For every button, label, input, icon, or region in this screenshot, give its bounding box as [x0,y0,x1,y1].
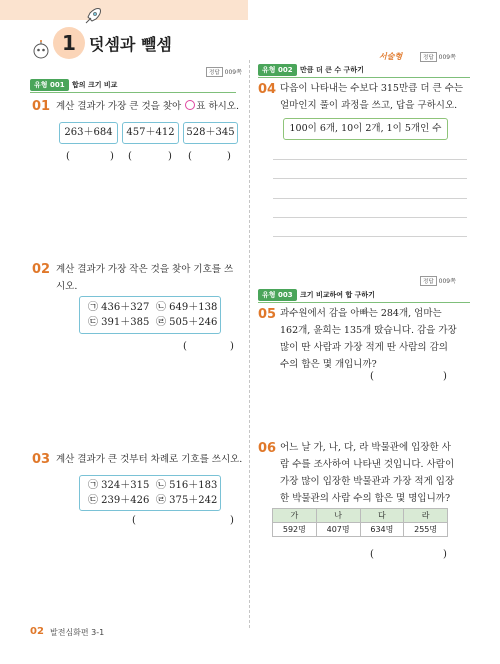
circle-symbol-icon [185,100,195,110]
book-title: 발전심화편 3-1 [50,628,105,637]
robot-icon [30,40,52,60]
page-reference: 정답 009쪽 [420,52,456,62]
choice-item: ㉢ 391＋385 [88,317,150,328]
chapter-title: 덧셈과 뺄셈 [89,35,172,54]
unit-tag: 유형 002 [258,64,297,76]
choice-item: ㉡ 516＋183 [156,480,218,491]
unit-title: 만큼 더 큰 수 구하기 [300,66,364,74]
chapter-number: 1 [53,27,85,59]
condition-box: 100이 6개, 10이 2개, 1이 5개인 수 [283,118,448,140]
rocket-icon [82,7,102,27]
page-reference: 정답 009쪽 [420,276,456,286]
answer-paren-close: ) [168,151,172,162]
table-header-cell: 다 [360,509,404,523]
choice-item: ㉣ 375＋242 [156,495,218,506]
question-text: 계산 결과가 가장 작은 것을 찾아 기호를 쓰 시오. [56,264,234,292]
answer-paren-open: ( [66,151,70,162]
answer-paren-close: ) [230,515,234,526]
choice-box [79,296,221,334]
choice-item: ㉠ 324＋315 [88,480,150,491]
table-cell: 592명 [273,523,317,537]
question-number: 06 [258,441,277,456]
answer-line [273,198,467,199]
table-cell: 255명 [404,523,448,537]
page-reference: 정답 009쪽 [206,67,242,77]
header-band [0,0,248,20]
choice-item: ㉣ 505＋246 [156,317,218,328]
answer-line [273,159,467,160]
answer-line [273,178,467,179]
answer-line [273,236,467,237]
choice-item: ㉢ 239＋426 [88,495,150,506]
table-header-row [273,509,448,523]
question-number: 04 [258,82,277,97]
answer-paren-close: ) [227,151,231,162]
answer-paren-open: ( [370,549,374,560]
unit-header-001 [30,79,236,93]
answer-paren-close: ) [110,151,114,162]
answer-paren-open: ( [188,151,192,162]
table-cell: 634명 [360,523,404,537]
table-header-cell: 가 [273,509,317,523]
answer-paren-open: ( [132,515,136,526]
table-cell: 407명 [316,523,360,537]
essay-badge: 서술형 [379,52,403,61]
question-text: 과수원에서 감을 아빠는 284개, 엄마는 162개, 윤희는 135개 땄습니다. 감을 가장 많이 딴 사람과 가장 적게 딴 사람의 감의 수의 합은 몇 개입니까? [280,308,457,370]
table-header-cell: 라 [404,509,448,523]
question-number: 03 [32,452,51,467]
question-number: 02 [32,262,51,277]
answer-paren-close: ) [443,549,447,560]
unit-header-003 [258,289,470,303]
table-header-cell: 나 [316,509,360,523]
question-text: 계산 결과가 큰 것부터 차례로 기호를 쓰시오. [56,454,243,465]
answer-paren-open: ( [128,151,132,162]
expression-box: 263＋684 [59,122,118,144]
choice-box [79,475,221,511]
column-divider [249,60,250,628]
answer-paren-open: ( [370,371,374,382]
question-text: 다음이 나타내는 수보다 315만큼 더 큰 수는 얼마인지 풀이 과정을 쓰고, 답을 구하시오. [280,83,464,111]
expression-box: 528＋345 [183,122,238,144]
unit-title: 크기 비교하여 합 구하기 [300,291,375,299]
unit-tag: 유형 001 [30,79,69,91]
question-number: 05 [258,307,277,322]
unit-title: 합의 크기 비교 [72,81,118,89]
table-row [273,523,448,537]
unit-header-002 [258,64,470,78]
answer-line [273,217,467,218]
question-text: 계산 결과가 가장 큰 것을 찾아 표 하시오. [56,101,239,112]
expression-box: 457＋412 [122,122,179,144]
answer-paren-close: ) [230,341,234,352]
question-text: 어느 날 가, 나, 다, 라 박물관에 입장한 사 람 수를 조사하여 나타낸 것입니다. 사람이 가장 많이 입장한 박물관과 가장 적게 입장 한 박물관의 사람 수의 합은 몇 명입니까? [280,442,455,504]
choice-item: ㉠ 436＋327 [88,302,150,313]
page-number: 02 [30,626,44,637]
answer-paren-close: ) [443,371,447,382]
question-number: 01 [32,99,51,114]
answer-paren-open: ( [183,341,187,352]
choice-item: ㉡ 649＋138 [156,302,218,313]
museum-table [272,508,448,537]
unit-tag: 유형 003 [258,289,297,301]
